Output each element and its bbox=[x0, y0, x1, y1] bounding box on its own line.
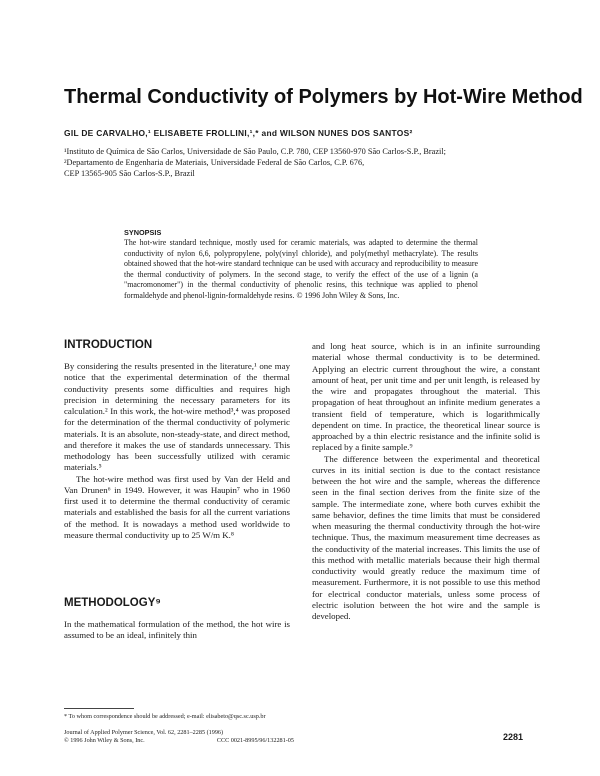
intro-paragraph-2: The hot-wire method was first used by Van der Held and Van Drunen⁶ in 1949. However, it was Haupin⁷ who in 1960 first used it to determine the thermal conductivity of ceramic materials and established the basis for all the current variations of the method. It is nowadays a method used worldwide to measure thermal conductivity up to 25 W/m K.⁸ bbox=[64, 473, 290, 540]
affiliation-2: ²Departamento de Engenharia de Materiais, Universidade Federal de São Carlos, C.P. 676, bbox=[64, 158, 365, 167]
introduction-heading: INTRODUCTION bbox=[64, 339, 153, 351]
affiliation-1: ¹Instituto de Química de São Carlos, Universidade de São Paulo, C.P. 780, CEP 13560-970 São Carlos-S.P., Brazil; bbox=[64, 147, 446, 156]
left-column-intro bbox=[64, 361, 290, 541]
footnote-journal: Journal of Applied Polymer Science, Vol. 62, 2281–2285 (1996) bbox=[64, 729, 224, 736]
right-paragraph-1: and long heat source, which is in an infinite surrounding material whose thermal conductivity is to be determined. Applying an electric current throughout the wire, a constant amount of heat, per unit time and per unit length, is released by the wire and propagates throughout the material. This propagation of heat throughout an infinite medium generates a transient field of temperature, which is logarithmically dependent on time. In practice, the theoretical linear source is approached by a thin electric resistance and the infinite solid is replaced by a finite sample.⁹ bbox=[312, 341, 540, 453]
page-number: 2281 bbox=[503, 732, 524, 742]
right-column bbox=[312, 341, 540, 622]
footnote-divider bbox=[64, 708, 134, 709]
left-column-methodology bbox=[64, 619, 290, 642]
methodology-heading: METHODOLOGY⁹ bbox=[64, 597, 161, 609]
synopsis-heading: SYNOPSIS bbox=[124, 228, 162, 237]
footnote-copyright: © 1996 John Wiley & Sons, Inc. bbox=[64, 737, 145, 744]
paper-title: Thermal Conductivity of Polymers by Hot-Wire Method bbox=[64, 86, 583, 108]
footnote-ccc: CCC 0021-8995/96/132281-05 bbox=[216, 737, 294, 744]
synopsis-text: The hot-wire standard technique, mostly used for ceramic materials, was adapted to determine the thermal conductivity of nylon 6,6, polypropylene, poly(vinyl chloride), and poly(methyl methacrylate). The results obtained showed that the hot-wire standard technique can be used with accuracy and reproducibility to measure the thermal conductivity of polymers. In the second stage, to verify the effect of the use of a lignin (a "macromonomer") in the thermal conductivity of phenolic resins, this technique was applied to phenol formaldehyde and phenol-lignin-formaldehyde resins. © 1996 John Wiley & Sons, Inc. bbox=[124, 238, 478, 300]
right-paragraph-2: The difference between the experimental and theoretical curves in its initial section is due to the contact resistance between the hot wire and the sample, whereas the difference seen in the final section derives from the finite size of the sample. The intermediate zone, where both curves exhibit the same behavior, defines the time limits that must be considered when measuring the thermal conductivity through the hot-wire technique. Thus, the maximum measurement time decreases as the conductivity of the material increases. This limits the use of this method with metallic materials because their high thermal conductivity would greatly reduce the maximum time of measurement. Furthermore, it is not possible to use this method for electrical conductor materials, unless some process of electric isolution between the hot wire and the sample is developed. bbox=[312, 453, 540, 621]
footnote-corresponding-author: * To whom correspondence should be addressed; e-mail: elisabeto@qsc.sc.usp.br bbox=[64, 713, 266, 720]
author-list: GIL DE CARVALHO,¹ ELISABETE FROLLINI,¹,* and WILSON NUNES DOS SANTOS² bbox=[64, 128, 413, 138]
affiliation-3: CEP 13565-905 São Carlos-S.P., Brazil bbox=[64, 169, 195, 178]
methodology-paragraph-1: In the mathematical formulation of the method, the hot wire is assumed to be an ideal, infinitely thin bbox=[64, 619, 290, 641]
intro-paragraph-1: By considering the results presented in the literature,¹ one may notice that the experimental determination of the thermal conductivity presents some difficulties and requires high precision in determining the necessary parameters for its calculation.² In this work, the hot-wire method³,⁴ was proposed for the determination of the thermal conductivity of polymeric materials. It is an absolute, non-steady-state, and direct method, and therefore it makes the use of standards unnecessary. This methodology has been successfully utilized with ceramic materials.⁵ bbox=[64, 361, 290, 473]
